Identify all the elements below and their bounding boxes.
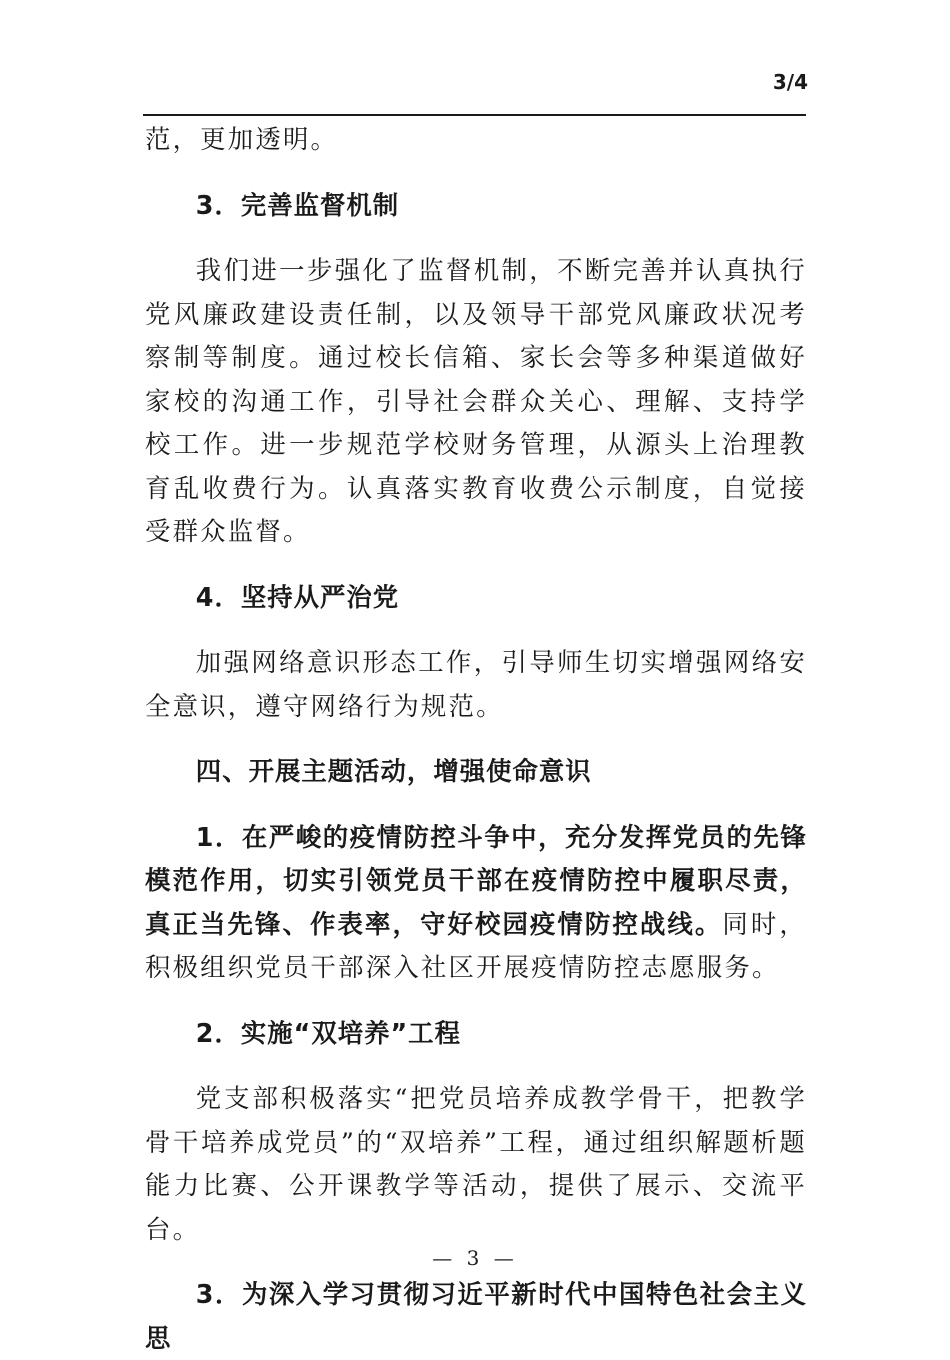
continued-paragraph: 范，更加透明。 xyxy=(145,124,339,154)
heading-double-cultivation: 2．实施“双培养”工程 xyxy=(195,1017,461,1048)
paragraph-epidemic-rest: 同时，积极组织党员干部深入社区开展疫情防控志愿服务。 xyxy=(145,908,807,982)
paragraph-double-cultivation: 党支部积极落实“把党员培养成教学骨干，把教学骨干培养成党员”的“双培养”工程，通过组织解题析题能力比赛、公开课教学等活动，提供了展示、交流平台。 xyxy=(145,1083,807,1244)
page-number: — 3 — xyxy=(432,1246,518,1270)
document-body xyxy=(145,118,807,1360)
header-rule xyxy=(143,114,806,116)
heading-study-thought: 3．为深入学习贯彻习近平新时代中国特色社会主义思 xyxy=(145,1279,807,1353)
heading-supervision: 3．完善监督机制 xyxy=(195,189,400,220)
page-indicator: 3/4 xyxy=(772,70,808,94)
paragraph-epidemic-bold: 1．在严峻的疫情防控斗争中，充分发挥党员的先锋模范作用，切实引领党员干部在疫情防控中履职尽责，真正当先锋、作表率，守好校园疫情防控战线。 xyxy=(145,821,807,939)
section-heading-four: 四、开展主题活动，增强使命意识 xyxy=(195,756,592,786)
paragraph-supervision: 我们进一步强化了监督机制，不断完善并认真执行党风廉政建设责任制，以及领导干部党风廉政状况考察制等制度。通过校长信箱、家长会等多种渠道做好家校的沟通工作，引导社会群众关心、理解、支持学校工作。进一步规范学校财务管理，从源头上治理教育乱收费行为。认真落实教育收费公示制度，自觉接受群众监督。 xyxy=(145,255,807,546)
paragraph-strict-governance: 加强网络意识形态工作，引导师生切实增强网络安全意识，遵守网络行为规范。 xyxy=(145,647,807,721)
heading-strict-governance: 4．坚持从严治党 xyxy=(195,581,400,612)
paragraph-epidemic xyxy=(145,816,807,990)
